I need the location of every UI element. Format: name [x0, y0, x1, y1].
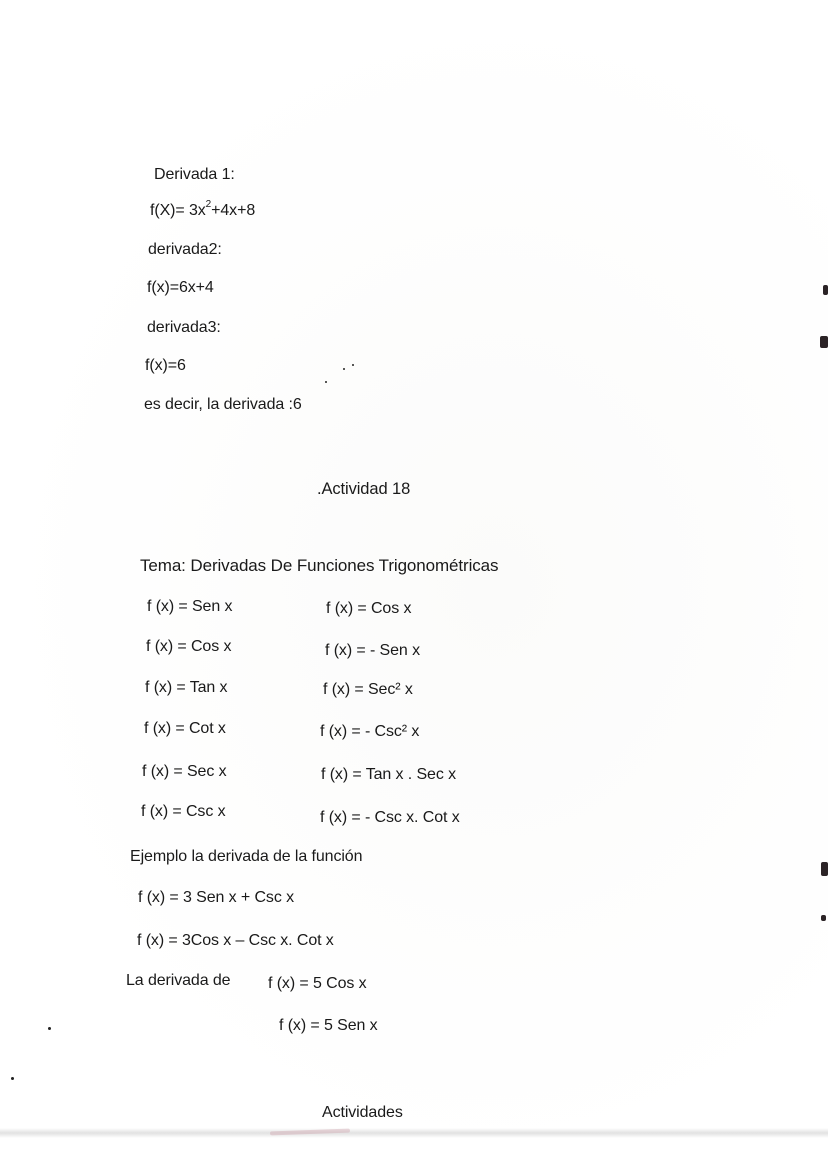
table-derivative-cell: f (x) = Sec² x — [323, 681, 413, 698]
activity-title: .Actividad 18 — [317, 480, 411, 498]
topic-heading: Tema: Derivadas De Funciones Trigonométricas — [140, 556, 499, 575]
derivative-1-expression — [150, 198, 256, 221]
second-example-label: La derivada de — [126, 972, 231, 989]
table-function-cell: f (x) = Cos x — [146, 638, 232, 655]
page-edge-mark — [820, 336, 828, 348]
activities-heading: Actividades — [322, 1104, 403, 1121]
table-function-cell: f (x) = Cot x — [144, 720, 226, 737]
scan-speck — [343, 368, 345, 370]
table-derivative-cell: f (x) = Tan x . Sec x — [321, 766, 456, 783]
table-function-cell: f (x) = Tan x — [145, 679, 228, 696]
derivative-3-expression: f(x)=6 — [145, 357, 186, 374]
table-function-cell: f (x) = Sec x — [142, 763, 227, 780]
example-derivative: f (x) = 3Cos x – Csc x. Cot x — [137, 932, 334, 949]
table-derivative-cell: f (x) = Cos x — [326, 600, 412, 617]
page-bottom-edge — [0, 1128, 828, 1138]
scan-speck — [48, 1027, 51, 1030]
table-derivative-cell: f (x) = - Sen x — [325, 642, 420, 659]
derivative-2-expression: f(x)=6x+4 — [147, 279, 214, 296]
derivative-2-label: derivada2: — [148, 241, 222, 258]
example-function: f (x) = 3 Sen x + Csc x — [138, 889, 294, 906]
derivative-1-label: Derivada 1: — [154, 166, 235, 183]
second-example-function: f (x) = 5 Cos x — [268, 975, 367, 992]
table-derivative-cell: f (x) = - Csc x. Cot x — [320, 809, 460, 826]
table-function-cell: f (x) = Csc x — [141, 803, 226, 820]
page-edge-mark — [821, 915, 826, 921]
scan-speck — [325, 381, 327, 383]
second-example-derivative: f (x) = 5 Sen x — [279, 1017, 378, 1034]
page-edge-mark — [821, 862, 828, 876]
expr1-rest: +4x+8 — [211, 202, 256, 219]
scan-speck — [11, 1077, 14, 1080]
expr1-exponent: 2 — [205, 198, 212, 210]
expr1-base: f(X)= 3x — [150, 202, 206, 219]
page-edge-mark — [823, 285, 828, 295]
table-derivative-cell: f (x) = - Csc² x — [320, 723, 420, 740]
table-function-cell: f (x) = Sen x — [147, 598, 233, 615]
scan-speck — [352, 364, 354, 366]
derivative-3-label: derivada3: — [147, 319, 221, 336]
example-intro: Ejemplo la derivada de la función — [130, 848, 363, 865]
derivative-conclusion: es decir, la derivada :6 — [144, 396, 302, 413]
